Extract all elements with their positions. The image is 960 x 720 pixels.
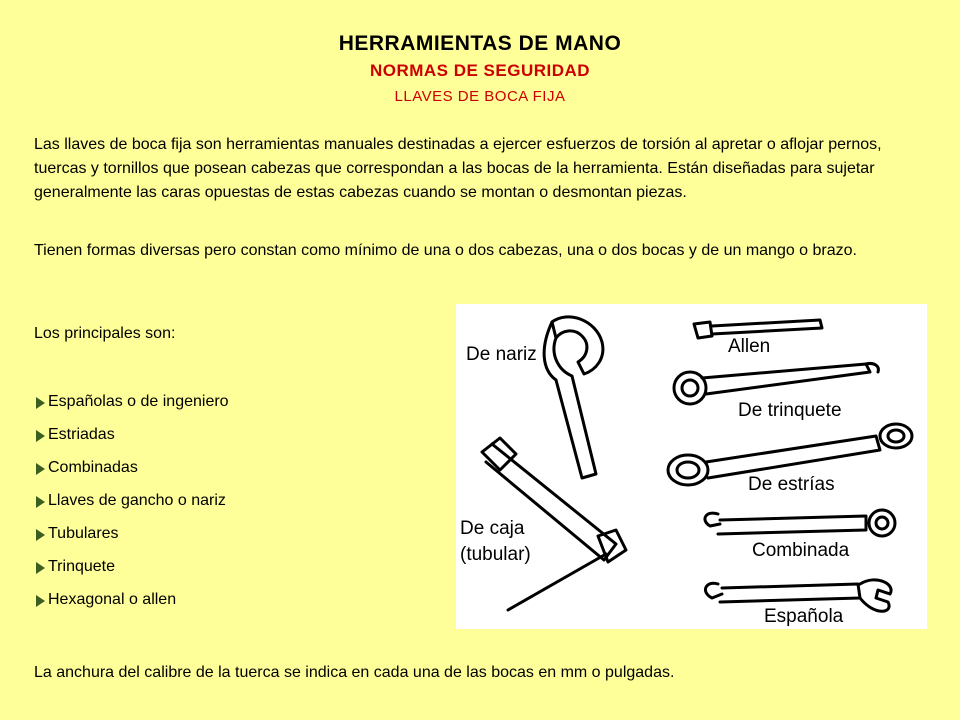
list-item-label: Tubulares — [48, 525, 119, 542]
page-title: HERRAMIENTAS DE MANO — [338, 32, 622, 55]
list-item — [34, 426, 229, 459]
ratchet-wrench-icon — [674, 363, 878, 404]
page-subtitle: NORMAS DE SEGURIDAD — [369, 61, 591, 80]
hook-spanner-icon — [544, 317, 603, 478]
list-item-label: Trinquete — [48, 558, 115, 575]
list-item — [34, 525, 229, 558]
paragraph-forms: Tienen formas diversas pero constan como mínimo de una o dos cabezas, una o dos bocas y de un mango o brazo. — [34, 242, 857, 259]
list-item — [34, 393, 229, 426]
list-item — [34, 459, 229, 492]
arrow-bullet-icon — [36, 595, 45, 607]
list-intro: Los principales son: — [34, 325, 176, 342]
wrench-types-list — [34, 393, 229, 624]
arrow-bullet-icon — [36, 529, 45, 541]
list-item-label: Combinadas — [48, 459, 138, 476]
arrow-bullet-icon — [36, 463, 45, 475]
label-trinquete: De trinquete — [738, 400, 842, 421]
label-combinada: Combinada — [752, 540, 850, 561]
list-item — [34, 591, 229, 624]
list-item — [34, 492, 229, 525]
paragraph-definition: Las llaves de boca fija son herramientas manuales destinadas a ejercer esfuerzos de torsión al apretar o aflojar pernos, tuercas y tornillos que posean cabezas que correspondan a las bocas de la herramienta. Están diseñadas para sujetar generalmente las caras opuestas de estas cabezas cuando se montan o desmontan piezas. — [34, 136, 882, 201]
list-item-label: Estriadas — [48, 426, 115, 443]
label-estrias: De estrías — [748, 474, 835, 495]
list-item — [34, 558, 229, 591]
footer-note: La anchura del calibre de la tuerca se indica en cada una de las bocas en mm o pulgadas. — [34, 664, 675, 681]
list-item-label: Hexagonal o allen — [48, 591, 177, 608]
label-tubular: (tubular) — [460, 544, 531, 565]
combination-wrench-icon — [705, 510, 895, 536]
label-caja: De caja — [460, 518, 525, 539]
list-item-label: Llaves de gancho o nariz — [48, 492, 226, 509]
list-item-label: Españolas o de ingeniero — [48, 393, 229, 410]
arrow-bullet-icon — [36, 496, 45, 508]
label-nariz: De nariz — [466, 344, 537, 365]
arrow-bullet-icon — [36, 397, 45, 409]
wrench-drawing — [456, 304, 927, 629]
arrow-bullet-icon — [36, 562, 45, 574]
label-allen: Allen — [728, 336, 771, 357]
arrow-bullet-icon — [36, 430, 45, 442]
label-espanola: Española — [764, 606, 844, 627]
section-title: LLAVES DE BOCA FIJA — [394, 88, 566, 105]
wrench-types-illustration — [456, 304, 927, 629]
